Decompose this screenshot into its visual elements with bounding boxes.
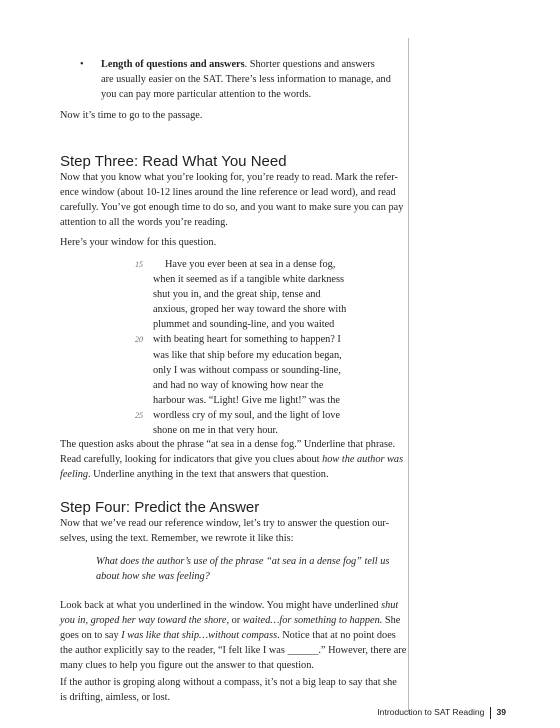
bullet-bold-lead: Length of questions and answers [101,59,245,70]
rewritten-question-quote: What does the author’s use of the phrase “at sea in a dense fog” tell us about how she was feeling? [96,556,390,582]
after-passage-paragraph: The question asks about the phrase “at sea in a dense fog.” Underline that phrase. Read carefully, looking for indicators that give you clues about how the author was feeling. Underline anything in the text that answers that question. [60,439,404,480]
step-three-paragraph: Now that you know what you’re looking for, you’re ready to read. Mark the refer- ence window (about 10-12 lines around the line reference or lead word), and read carefully. You’ve got enough time to do so, and you want to make sure you can pay attention to all the words you’re reading. [60,172,404,228]
passage-line: shut you in, and the great ship, tense and [153,289,321,301]
line-number: 20 [135,335,143,345]
passage-line: shone on me in that very hour. [153,425,278,437]
passage-line: harbour was. “Light! Give me light!” was the [153,394,341,406]
transition-paragraph: Now it’s time to go to the passage. [60,110,203,121]
passage-line: was like that ship before my education began, [153,349,342,361]
passage-line: only I was without compass or sounding-line, [153,364,341,376]
passage-line: anxious, groped her way toward the shore with [153,304,347,316]
passage-line: when it seemed as if a tangible white darkness [153,274,345,286]
passage-line: plummet and sounding-line, and you waited [153,319,335,331]
passage-line: and had no way of knowing how near the [153,379,324,391]
footer-separator [490,707,491,719]
step-four-paragraph: Now that we’ve read our reference window, let’s try to answer the question our- selves, using the text. Remember, we rewrote it like this: [60,518,390,544]
running-title: Introduction to SAT Reading [377,707,485,717]
passage-line: 25 wordless cry of my soul, and the light of love [135,409,341,421]
line-number: 25 [135,410,143,420]
bullet-marker: • [80,59,84,70]
window-intro: Here’s your window for this question. [60,237,217,248]
passage-line: 15 Have you ever been at sea in a dense fog, [135,259,336,270]
step-three-heading: Step Three: Read What You Need [60,153,287,170]
passage-line: 20 with beating heart for something to happen? I [135,334,341,346]
bullet-text: Length of questions and answers. Shorter questions and answers are usually easier on the SAT. There’s less information to manage, and you can pay more particular attention to the words. [101,59,391,100]
page-number: 39 [496,707,506,717]
step-four-heading: Step Four: Predict the Answer [60,499,260,516]
page-footer [0,705,560,721]
conclusion-paragraph: If the author is groping along without a compass, it’s not a big leap to say that she is drifting, aimless, or lost. [60,677,397,703]
line-number: 15 [135,260,143,269]
analysis-paragraph: Look back at what you underlined in the window. You might have underlined shut you in, groped her way toward the shore, or waited…for something to happen. She goes on to say I was like that ship…without compass. Notice that at no point does the author explicitly say to the reader, “I felt like I was ______.” However, there are many clues to help you figure out the answer to that question. [60,600,407,671]
passage-excerpt [85,257,385,438]
